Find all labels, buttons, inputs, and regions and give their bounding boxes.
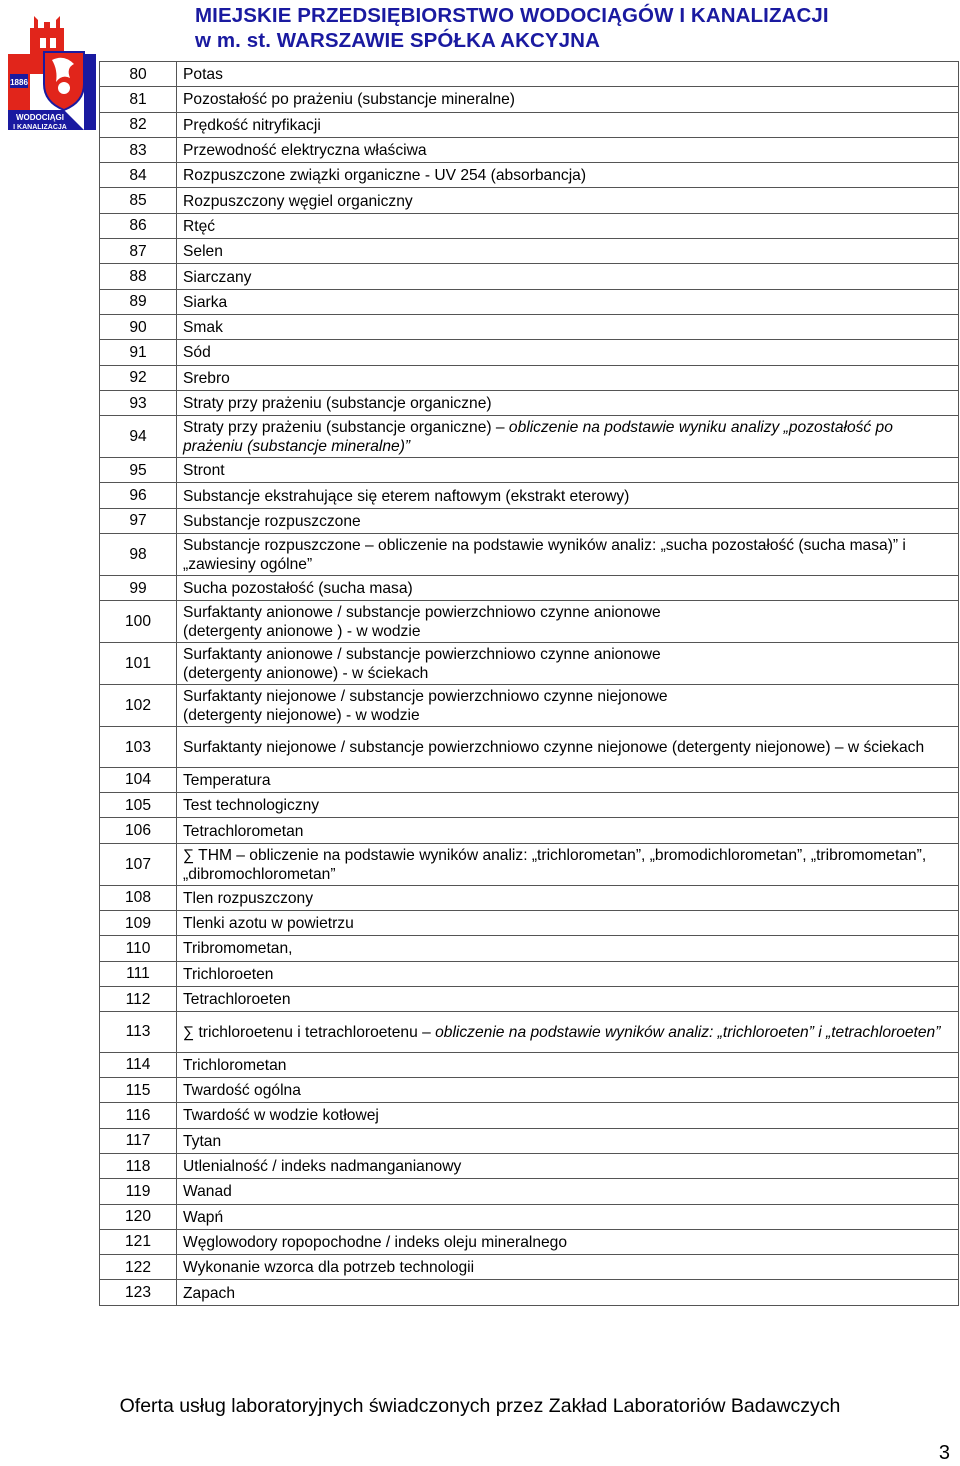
- row-parameter: [177, 986, 959, 1011]
- parameter-text: Tlenki azotu w powietrzu: [183, 915, 354, 933]
- analysis-table-body: [100, 62, 959, 1306]
- row-parameter: [177, 767, 959, 792]
- table-row: [100, 885, 959, 910]
- row-number: 96: [100, 483, 177, 508]
- table-row: [100, 843, 959, 885]
- logo-text-line2: I KANALIZACJA: [13, 124, 67, 131]
- row-number: 84: [100, 163, 177, 188]
- parameter-text: Wykonanie wzorca dla potrzeb technologii: [183, 1259, 475, 1277]
- parameter-text: Straty przy prażeniu (substancje organiczne): [183, 395, 492, 412]
- row-number: 121: [100, 1229, 177, 1254]
- row-number: 119: [100, 1179, 177, 1204]
- table-row: [100, 112, 959, 137]
- row-number: 92: [100, 365, 177, 390]
- row-parameter: [177, 1012, 959, 1053]
- table-row: [100, 340, 959, 365]
- page-number: 3: [938, 1442, 950, 1464]
- row-number: 81: [100, 87, 177, 112]
- parameter-text: Substancje rozpuszczone: [183, 512, 361, 530]
- row-parameter: [177, 483, 959, 508]
- parameter-text: Potas: [183, 66, 223, 84]
- parameter-text: Wanad: [183, 1183, 232, 1201]
- parameter-text: Tribromometan,: [183, 940, 293, 958]
- parameter-text: Sód: [183, 344, 211, 362]
- row-parameter: [177, 843, 959, 885]
- row-parameter: [177, 885, 959, 910]
- table-row: [100, 314, 959, 339]
- table-row: [100, 483, 959, 508]
- row-number: 91: [100, 340, 177, 365]
- table-row: [100, 685, 959, 727]
- row-parameter: [177, 314, 959, 339]
- logo-year: 1886: [10, 78, 28, 87]
- row-number: 83: [100, 137, 177, 162]
- row-number: 106: [100, 818, 177, 843]
- parameter-text: Surfaktanty anionowe / substancje powierzchniowo czynne anionowe: [183, 646, 661, 664]
- row-parameter: [177, 365, 959, 390]
- table-row: [100, 1255, 959, 1280]
- table-row: [100, 986, 959, 1011]
- company-name: [195, 3, 829, 53]
- row-number: 113: [100, 1012, 177, 1053]
- row-number: 109: [100, 911, 177, 936]
- row-number: 100: [100, 601, 177, 643]
- row-number: 87: [100, 239, 177, 264]
- table-row: [100, 1179, 959, 1204]
- row-parameter: [177, 1103, 959, 1128]
- row-parameter: [177, 188, 959, 213]
- table-row: [100, 264, 959, 289]
- table-row: [100, 936, 959, 961]
- row-parameter: [177, 685, 959, 727]
- table-row: [100, 961, 959, 986]
- row-number: 97: [100, 508, 177, 533]
- parameter-text: Test technologiczny: [183, 797, 320, 815]
- logo-text-line1: WODOCIĄGI: [16, 113, 64, 122]
- row-parameter: [177, 1052, 959, 1077]
- table-row: [100, 1012, 959, 1053]
- row-number: 111: [100, 961, 177, 986]
- parameter-text: Wapń: [183, 1208, 224, 1226]
- row-number: 89: [100, 289, 177, 314]
- parameter-text: (detergenty anionowe) - w ściekach: [183, 665, 429, 683]
- row-parameter: [177, 1179, 959, 1204]
- parameter-text: Węglowodory ropopochodne / indeks oleju mineralnego: [183, 1233, 568, 1251]
- table-row: [100, 1052, 959, 1077]
- row-parameter: [177, 727, 959, 768]
- parameter-text: Tetrachlorometan: [183, 822, 304, 840]
- table-row: [100, 576, 959, 601]
- parameter-text: Rtęć: [183, 217, 216, 235]
- row-number: 123: [100, 1280, 177, 1305]
- analysis-table: [99, 61, 959, 1306]
- parameter-text: Zapach: [183, 1284, 236, 1302]
- row-number: 95: [100, 458, 177, 483]
- table-row: [100, 643, 959, 685]
- table-row: [100, 911, 959, 936]
- row-parameter: [177, 936, 959, 961]
- mpwik-crest-logo: [4, 14, 96, 136]
- table-row: [100, 534, 959, 576]
- row-parameter: [177, 1153, 959, 1178]
- row-parameter: [177, 340, 959, 365]
- parameter-text: Surfaktanty anionowe / substancje powierzchniowo czynne anionowe: [183, 604, 661, 622]
- row-parameter: [177, 213, 959, 238]
- footer-text: Oferta usług laboratoryjnych świadczonych przez Zakład Laboratoriów Badawczych: [119, 1395, 841, 1417]
- row-parameter: [177, 911, 959, 936]
- parameter-text: Rozpuszczony węgiel organiczny: [183, 192, 413, 210]
- parameter-text: Temperatura: [183, 771, 271, 789]
- row-number: 93: [100, 390, 177, 415]
- parameter-note: obliczenie na podstawie wyników analiz: „trichloroeten” i „tetrachloroeten”: [435, 1023, 941, 1041]
- parameter-text: Surfaktanty niejonowe / substancje powierzchniowo czynne niejonowe (detergenty niejonowe) – w ściekach: [183, 739, 925, 757]
- table-row: [100, 1103, 959, 1128]
- parameter-text: ∑ THM – obliczenie na podstawie wyników analiz: „trichlorometan”, „bromodichlorometan”, „tribromometan”, „dibromochlorometan”: [183, 846, 927, 883]
- table-row: [100, 727, 959, 768]
- parameter-text: Srebro: [183, 369, 230, 387]
- row-number: 86: [100, 213, 177, 238]
- parameter-text: Trichloroeten: [183, 965, 274, 983]
- row-parameter: [177, 112, 959, 137]
- parameter-note: obliczenie na podstawie wyniku analizy „pozostałość po prażeniu (substancje mineralne)”: [183, 419, 893, 456]
- row-number: 82: [100, 112, 177, 137]
- row-parameter: [177, 137, 959, 162]
- parameter-text: Siarka: [183, 293, 228, 311]
- parameter-text: Pozostałość po prażeniu (substancje mineralne): [183, 91, 515, 109]
- company-name-line2: w m. st. WARSZAWIE SPÓŁKA AKCYJNA: [195, 29, 600, 52]
- table-row: [100, 508, 959, 533]
- table-row: [100, 1128, 959, 1153]
- table-row: [100, 390, 959, 415]
- row-number: 108: [100, 885, 177, 910]
- row-parameter: [177, 87, 959, 112]
- parameter-text: Prędkość nitryfikacji: [183, 116, 321, 134]
- table-row: [100, 1078, 959, 1103]
- row-parameter: [177, 62, 959, 87]
- row-parameter: [177, 534, 959, 576]
- row-number: 103: [100, 727, 177, 768]
- table-row: [100, 163, 959, 188]
- row-parameter: [177, 793, 959, 818]
- row-parameter: [177, 643, 959, 685]
- row-parameter: [177, 576, 959, 601]
- row-number: 101: [100, 643, 177, 685]
- parameter-text: Twardość w wodzie kotłowej: [183, 1107, 379, 1125]
- row-number: 104: [100, 767, 177, 792]
- company-name-line1: MIEJSKIE PRZEDSIĘBIORSTWO WODOCIĄGÓW I KANALIZACJI: [195, 4, 829, 27]
- row-number: 90: [100, 314, 177, 339]
- row-number: 122: [100, 1255, 177, 1280]
- table-row: [100, 767, 959, 792]
- table-row: [100, 458, 959, 483]
- table-row: [100, 365, 959, 390]
- parameter-text: Substancje rozpuszczone – obliczenie na podstawie wyników analiz: „sucha pozostałość (sucha masa)” i „zawiesiny ogólne”: [183, 537, 906, 574]
- parameter-text: Przewodność elektryczna właściwa: [183, 142, 427, 160]
- row-parameter: [177, 390, 959, 415]
- row-number: 88: [100, 264, 177, 289]
- table-row: [100, 213, 959, 238]
- row-number: 85: [100, 188, 177, 213]
- row-number: 110: [100, 936, 177, 961]
- parameter-text: Siarczany: [183, 268, 252, 286]
- parameter-text: Twardość ogólna: [183, 1082, 301, 1100]
- table-row: [100, 416, 959, 458]
- table-row: [100, 289, 959, 314]
- parameter-text: Sucha pozostałość (sucha masa): [183, 580, 413, 598]
- parameter-text: Straty przy prażeniu (substancje organiczne) –: [183, 419, 509, 437]
- row-parameter: [177, 416, 959, 458]
- row-parameter: [177, 289, 959, 314]
- row-parameter: [177, 961, 959, 986]
- row-number: 115: [100, 1078, 177, 1103]
- parameter-text: Substancje ekstrahujące się eterem naftowym (ekstrakt eterowy): [183, 487, 630, 505]
- table-row: [100, 87, 959, 112]
- row-number: 116: [100, 1103, 177, 1128]
- parameter-text: Tetrachloroeten: [183, 991, 291, 1009]
- parameter-text: (detergenty niejonowe) - w wodzie: [183, 707, 420, 725]
- parameter-text: Trichlorometan: [183, 1056, 287, 1074]
- table-row: [100, 1204, 959, 1229]
- row-number: 80: [100, 62, 177, 87]
- table-row: [100, 62, 959, 87]
- row-number: 118: [100, 1153, 177, 1178]
- parameter-text: Stront: [183, 462, 225, 480]
- row-number: 117: [100, 1128, 177, 1153]
- parameter-text: Selen: [183, 243, 223, 261]
- row-parameter: [177, 1280, 959, 1305]
- row-number: 120: [100, 1204, 177, 1229]
- parameter-text: Tlen rozpuszczony: [183, 889, 314, 907]
- table-row: [100, 239, 959, 264]
- parameter-text: Smak: [183, 319, 223, 337]
- row-number: 99: [100, 576, 177, 601]
- row-parameter: [177, 163, 959, 188]
- row-parameter: [177, 1128, 959, 1153]
- row-parameter: [177, 458, 959, 483]
- parameter-text: Utlenialność / indeks nadmanganianowy: [183, 1158, 462, 1176]
- row-parameter: [177, 239, 959, 264]
- row-parameter: [177, 1204, 959, 1229]
- table-row: [100, 601, 959, 643]
- row-number: 105: [100, 793, 177, 818]
- table-row: [100, 818, 959, 843]
- row-number: 112: [100, 986, 177, 1011]
- parameter-text: (detergenty anionowe ) - w wodzie: [183, 623, 421, 641]
- table-row: [100, 1229, 959, 1254]
- row-number: 98: [100, 534, 177, 576]
- row-parameter: [177, 1255, 959, 1280]
- row-number: 102: [100, 685, 177, 727]
- row-number: 114: [100, 1052, 177, 1077]
- row-number: 107: [100, 843, 177, 885]
- parameter-text: Tytan: [183, 1132, 222, 1150]
- parameter-text: Rozpuszczone związki organiczne - UV 254 (absorbancja): [183, 167, 587, 185]
- table-row: [100, 1153, 959, 1178]
- row-parameter: [177, 818, 959, 843]
- table-row: [100, 793, 959, 818]
- table-row: [100, 188, 959, 213]
- table-row: [100, 137, 959, 162]
- table-row: [100, 1280, 959, 1305]
- parameter-text: Surfaktanty niejonowe / substancje powierzchniowo czynne niejonowe: [183, 688, 668, 706]
- parameter-text: ∑ trichloroetenu i tetrachloroetenu –: [183, 1023, 436, 1041]
- row-parameter: [177, 1229, 959, 1254]
- row-parameter: [177, 264, 959, 289]
- row-number: 94: [100, 416, 177, 458]
- row-parameter: [177, 601, 959, 643]
- row-parameter: [177, 508, 959, 533]
- row-parameter: [177, 1078, 959, 1103]
